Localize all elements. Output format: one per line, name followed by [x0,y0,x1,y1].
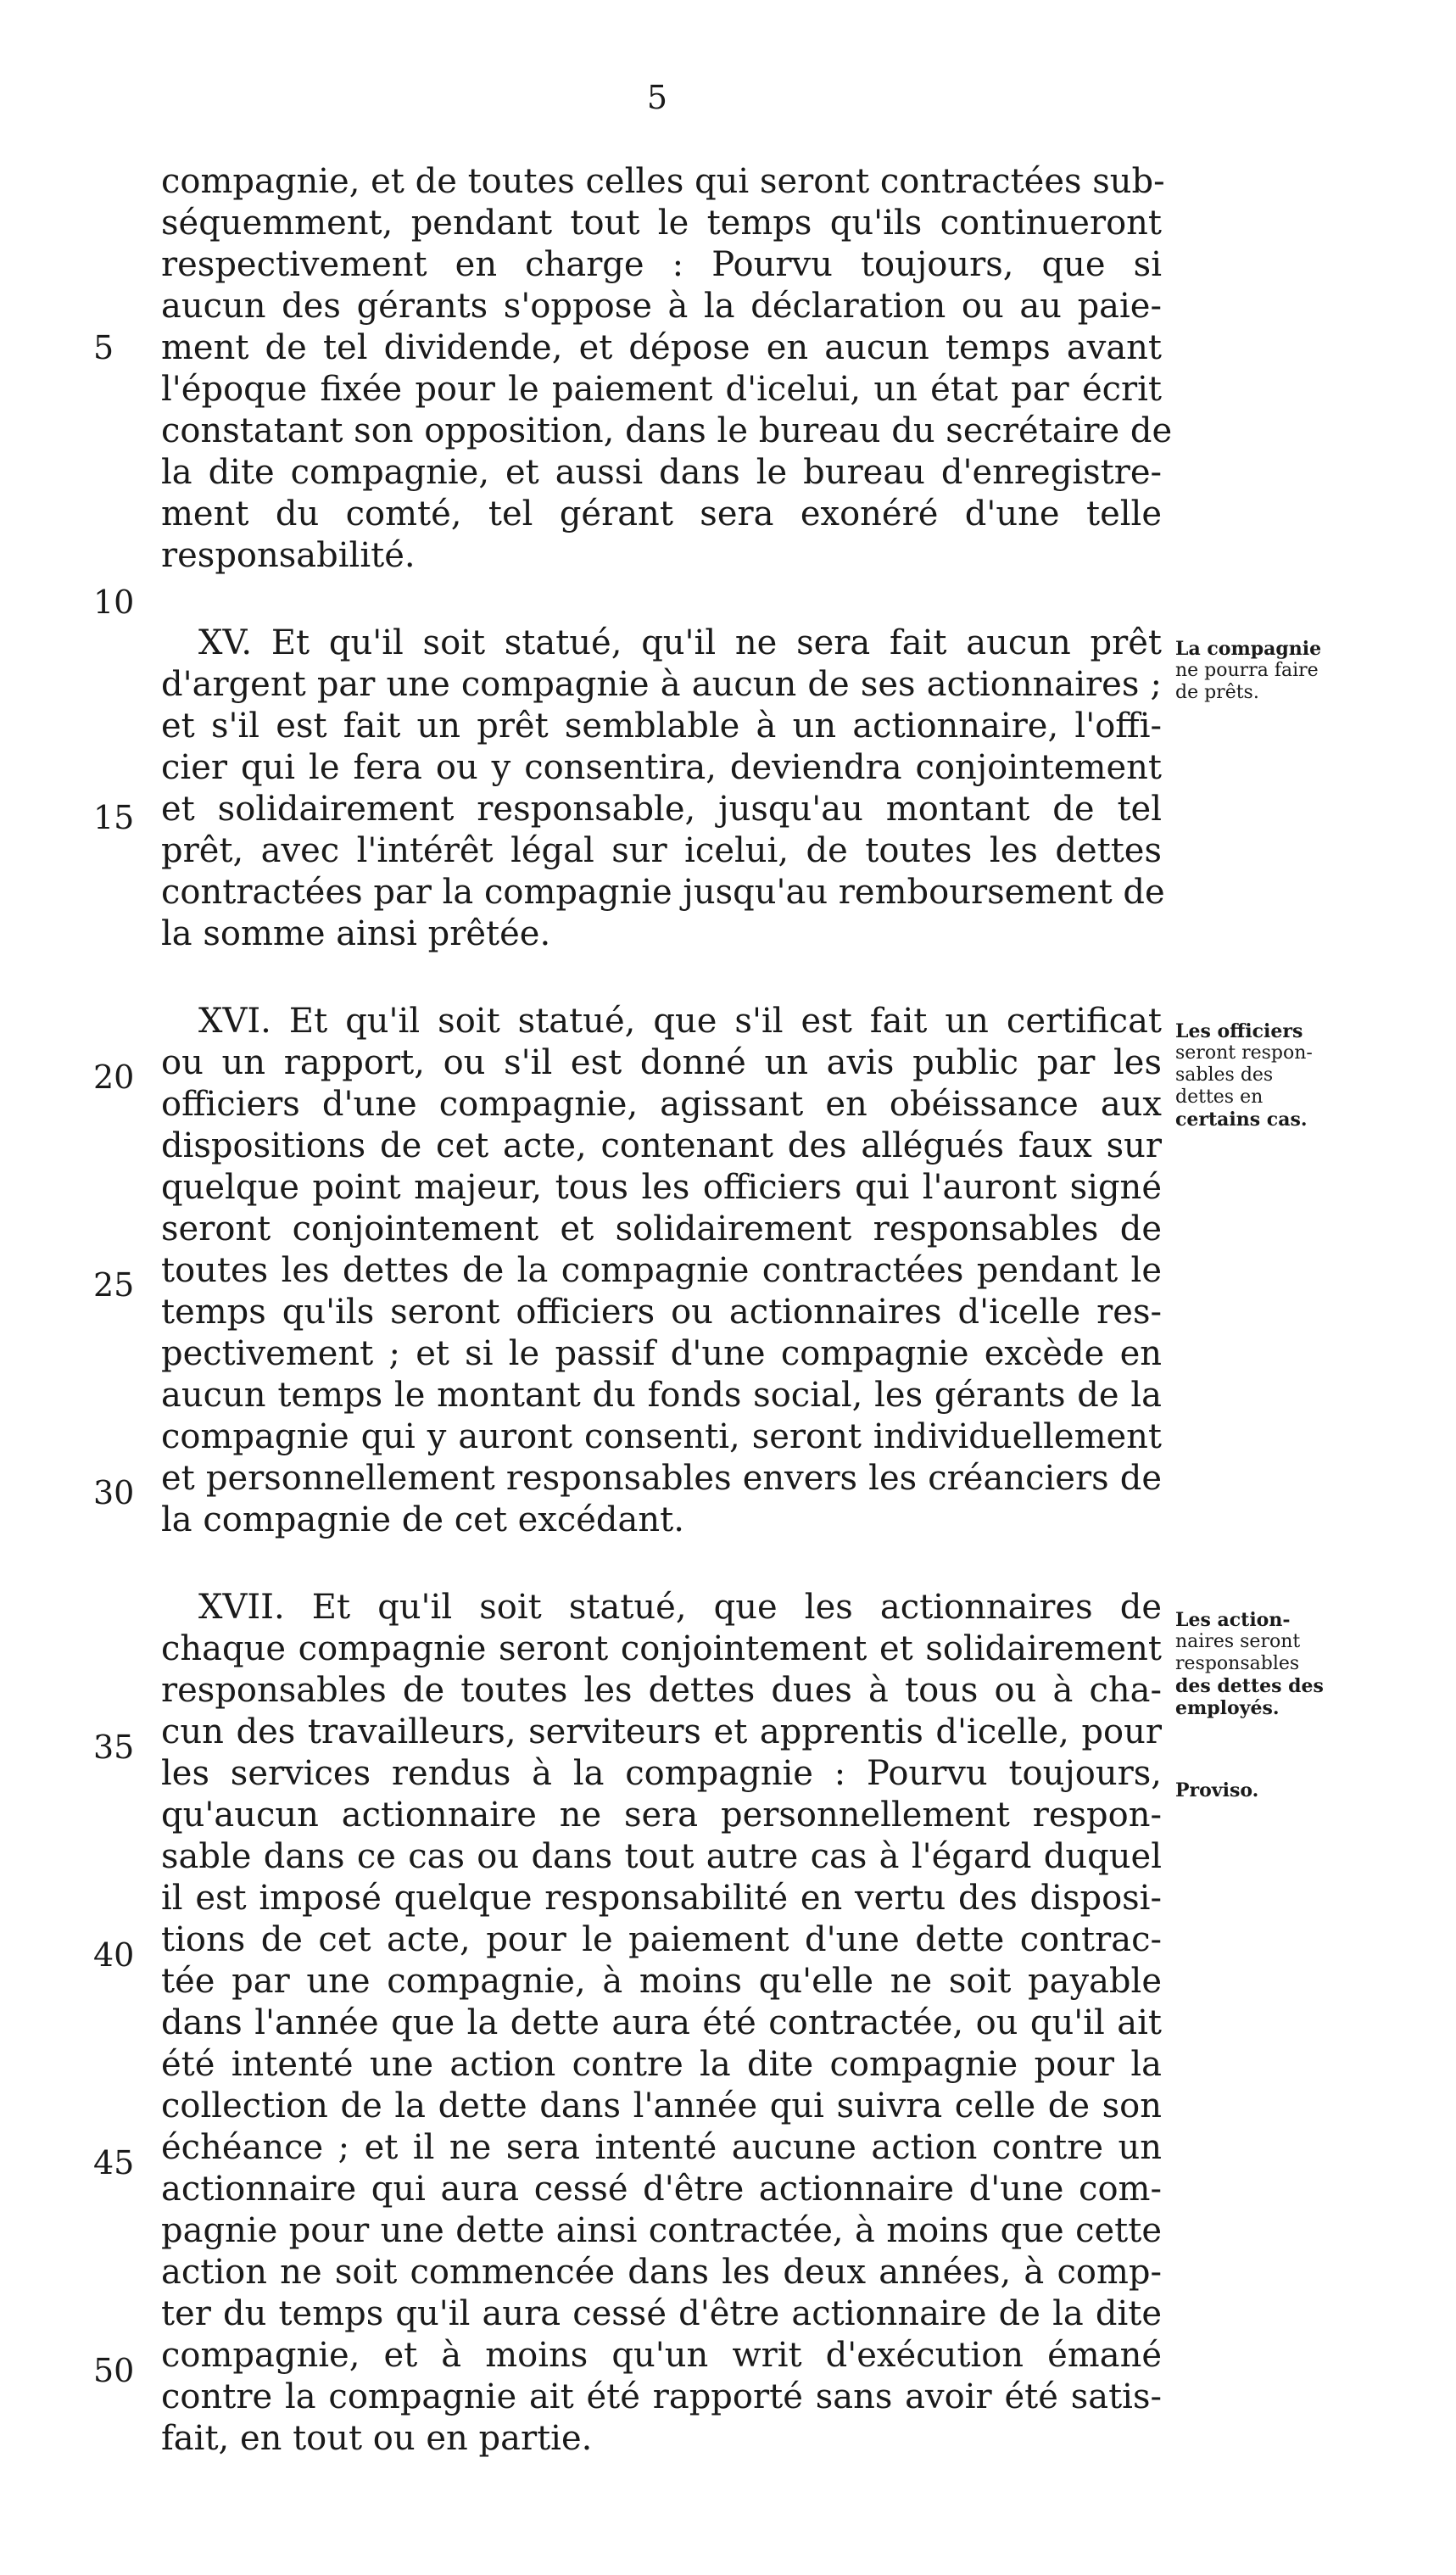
margin-note-line: seront respon- [1175,1042,1313,1064]
section-xvii [161,1587,1162,2460]
margin-note-line: des dettes des [1175,1675,1324,1697]
section-xv [161,623,1165,955]
text-line: cier qui le fera ou y consentira, deviendra conjointement [161,748,1162,787]
text-line: dans l'année que la dette aura été contractée, ou qu'il ait [161,2003,1162,2042]
line-number-30: 30 [93,1474,135,1511]
text-line: cun des travailleurs, serviteurs et apprentis d'icelle, pour [161,1712,1162,1751]
margin-note-line: Proviso. [1175,1779,1259,1801]
text-line: il est imposé quelque responsabilité en vertu des disposi- [161,1879,1162,1918]
line-number-35: 35 [93,1729,135,1766]
line-number-25: 25 [93,1266,135,1304]
margin-note-line: de prêts. [1175,682,1259,703]
text-line: ment de tel dividende, et dépose en aucun temps avant [161,328,1162,367]
page-number: 5 [646,79,668,116]
text-line: seront conjointement et solidairement responsables de [161,1209,1162,1248]
text-line: les services rendus à la compagnie : Pourvu toujours, [161,1754,1162,1793]
text-line: officiers d'une compagnie, agissant en obéissance aux [161,1085,1162,1124]
margin-note-line: certains cas. [1175,1109,1308,1131]
text-line: pectivement ; et si le passif d'une compagnie excède en [161,1334,1162,1373]
text-line: tée par une compagnie, à moins qu'elle ne soit payable [161,1962,1162,2001]
text-line: actionnaire qui aura cessé d'être actionnaire d'une com- [161,2170,1162,2209]
section-heading-line: XV. Et qu'il soit statué, qu'il ne sera fait aucun prêt [198,623,1162,662]
text-line: échéance ; et il ne sera intenté aucune action contre un [161,2128,1162,2167]
text-line: pagnie pour une dette ainsi contractée, à moins que cette [161,2211,1162,2250]
text-line: et solidairement responsable, jusqu'au montant de tel [161,790,1162,829]
text-line: sable dans ce cas ou dans tout autre cas à l'égard duquel [161,1837,1162,1876]
line-number-15: 15 [93,799,135,836]
body-text [161,161,1173,2460]
text-line: aucun temps le montant du fonds social, les gérants de la [161,1376,1162,1415]
text-line: prêt, avec l'intérêt légal sur icelui, de toutes les dettes [161,831,1162,870]
text-line: contre la compagnie ait été rapporté sans avoir été satis- [161,2377,1162,2416]
text-line: la dite compagnie, et aussi dans le bureau d'enregistre- [161,453,1162,492]
text-line: été intenté une action contre la dite compagnie pour la [161,2045,1162,2084]
text-line: la compagnie de cet excédant. [161,1500,684,1539]
text-line: qu'aucun actionnaire ne sera personnellement respon- [161,1796,1162,1835]
text-line: contractées par la compagnie jusqu'au remboursement de [161,873,1165,912]
line-number-5: 5 [93,329,114,366]
text-line: ment du comté, tel gérant sera exonéré d'une telle [161,494,1162,533]
line-number-50: 50 [93,2352,135,2389]
text-line: la somme ainsi prêtée. [161,914,551,953]
text-line: responsables de toutes les dettes dues à tous ou à cha- [161,1671,1162,1710]
line-number-45: 45 [93,2144,135,2181]
line-number-20: 20 [93,1058,135,1096]
margin-note-shareholders [1175,1609,1370,1719]
text-line: respectivement en charge : Pourvu toujours, que si [161,245,1162,284]
text-line: tions de cet acte, pour le paiement d'une dette contrac- [161,1920,1162,1959]
text-line: toutes les dettes de la compagnie contractées pendant le [161,1251,1162,1290]
section-heading-line: XVI. Et qu'il soit statué, que s'il est fait un certificat [198,1002,1162,1041]
margin-note-line: naires seront [1175,1631,1301,1652]
text-line: constatant son opposition, dans le bureau du secrétaire de [161,411,1173,450]
text-line: aucun des gérants s'oppose à la déclaration ou au paie- [161,287,1162,326]
text-line: compagnie, et de toutes celles qui seront contractées sub- [161,162,1165,201]
section-xvi [161,1001,1162,1541]
margin-note-line: ne pourra faire [1175,660,1319,681]
section-continuation [161,161,1173,577]
text-line: séquemment, pendant tout le temps qu'ils continueront [161,204,1162,243]
text-line: et s'il est fait un prêt semblable à un actionnaire, l'offi- [161,707,1162,746]
text-line: et personnellement responsables envers les créanciers de [161,1459,1162,1498]
text-line: temps qu'ils seront officiers ou actionnaires d'icelle res- [161,1293,1162,1332]
text-line: ou un rapport, ou s'il est donné un avis public par les [161,1043,1162,1082]
margin-note-line: employés. [1175,1697,1280,1719]
text-line: collection de la dette dans l'année qui suivra celle de son [161,2086,1162,2125]
text-line: compagnie qui y auront consenti, seront individuellement [161,1417,1162,1456]
margin-note-officers [1175,1020,1370,1131]
text-line: responsabilité. [161,536,416,575]
line-number-40: 40 [93,1936,135,1974]
margin-note-loans [1175,638,1370,704]
text-line: quelque point majeur, tous les officiers qui l'auront signé [161,1168,1162,1207]
text-line: compagnie, et à moins qu'un writ d'exécution émané [161,2336,1162,2375]
margin-note-line: dettes en [1175,1086,1264,1108]
line-number-10: 10 [93,584,135,621]
margin-note-line: Les action- [1175,1609,1291,1631]
text-line: d'argent par une compagnie à aucun de ses actionnaires ; [161,665,1162,704]
text-line: ter du temps qu'il aura cessé d'être actionnaire de la dite [161,2294,1162,2333]
margin-note-line: Les officiers [1175,1020,1303,1042]
margin-note-line: sables des [1175,1064,1274,1086]
text-line: action ne soit commencée dans les deux années, à comp- [161,2253,1162,2292]
margin-note-line: La compagnie [1175,638,1322,660]
text-line: chaque compagnie seront conjointement et solidairement [161,1629,1162,1668]
margin-note-proviso [1175,1779,1370,1801]
margin-note-line: responsables [1175,1653,1300,1674]
text-line: dispositions de cet acte, contenant des allégués faux sur [161,1126,1162,1165]
section-heading-line: XVII. Et qu'il soit statué, que les actionnaires de [198,1588,1162,1627]
text-line: l'époque fixée pour le paiement d'icelui, un état par écrit [161,370,1162,409]
text-line: fait, en tout ou en partie. [161,2419,593,2458]
